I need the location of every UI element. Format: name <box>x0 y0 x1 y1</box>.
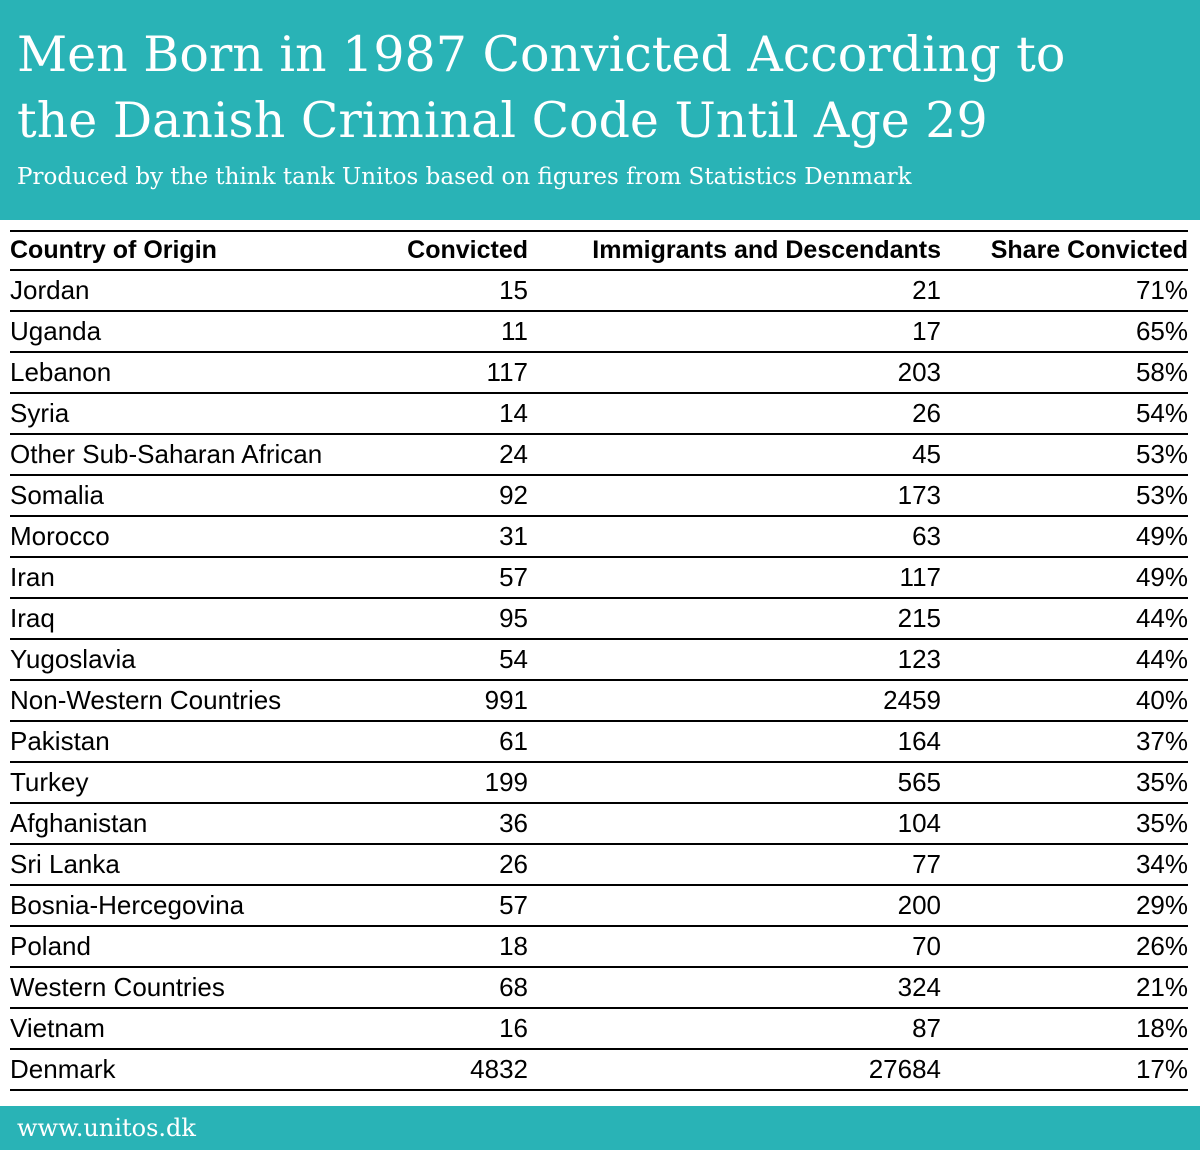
cell-share-convicted: 65% <box>941 311 1188 352</box>
cell-convicted: 11 <box>380 311 528 352</box>
table-row <box>10 270 1188 311</box>
cell-country-of-origin: Vietnam <box>10 1008 380 1049</box>
cell-share-convicted: 44% <box>941 639 1188 680</box>
table-row <box>10 967 1188 1008</box>
header-banner <box>0 0 1200 220</box>
cell-share-convicted: 58% <box>941 352 1188 393</box>
table-row <box>10 803 1188 844</box>
table-row <box>10 434 1188 475</box>
footer-banner <box>0 1106 1200 1150</box>
cell-immigrants-and-descendants: 27684 <box>528 1049 941 1090</box>
cell-share-convicted: 35% <box>941 803 1188 844</box>
cell-share-convicted: 44% <box>941 598 1188 639</box>
cell-share-convicted: 40% <box>941 680 1188 721</box>
cell-country-of-origin: Bosnia-Hercegovina <box>10 885 380 926</box>
cell-country-of-origin: Poland <box>10 926 380 967</box>
cell-immigrants-and-descendants: 17 <box>528 311 941 352</box>
cell-country-of-origin: Sri Lanka <box>10 844 380 885</box>
cell-convicted: 36 <box>380 803 528 844</box>
cell-convicted: 199 <box>380 762 528 803</box>
cell-immigrants-and-descendants: 77 <box>528 844 941 885</box>
table-container <box>0 220 1200 1106</box>
table-row <box>10 844 1188 885</box>
cell-share-convicted: 29% <box>941 885 1188 926</box>
cell-convicted: 14 <box>380 393 528 434</box>
table-row <box>10 680 1188 721</box>
cell-immigrants-and-descendants: 324 <box>528 967 941 1008</box>
cell-convicted: 991 <box>380 680 528 721</box>
column-header-convicted: Convicted <box>407 236 528 264</box>
cell-immigrants-and-descendants: 203 <box>528 352 941 393</box>
cell-convicted: 54 <box>380 639 528 680</box>
cell-immigrants-and-descendants: 87 <box>528 1008 941 1049</box>
table-row <box>10 598 1188 639</box>
cell-immigrants-and-descendants: 45 <box>528 434 941 475</box>
cell-immigrants-and-descendants: 200 <box>528 885 941 926</box>
cell-immigrants-and-descendants: 26 <box>528 393 941 434</box>
cell-country-of-origin: Non-Western Countries <box>10 680 380 721</box>
table-row <box>10 1008 1188 1049</box>
cell-convicted: 92 <box>380 475 528 516</box>
cell-share-convicted: 71% <box>941 270 1188 311</box>
cell-country-of-origin: Iran <box>10 557 380 598</box>
column-header-immigrants-and-descendants: Immigrants and Descendants <box>592 236 941 264</box>
footer-url: www.unitos.dk <box>17 1114 196 1142</box>
column-header-country-of-origin: Country of Origin <box>10 236 217 264</box>
page-subtitle: Produced by the think tank Unitos based on figures from Statistics Denmark <box>17 164 912 190</box>
cell-share-convicted: 54% <box>941 393 1188 434</box>
cell-country-of-origin: Western Countries <box>10 967 380 1008</box>
cell-convicted: 61 <box>380 721 528 762</box>
cell-share-convicted: 49% <box>941 557 1188 598</box>
cell-country-of-origin: Afghanistan <box>10 803 380 844</box>
cell-convicted: 26 <box>380 844 528 885</box>
cell-share-convicted: 53% <box>941 434 1188 475</box>
cell-country-of-origin: Syria <box>10 393 380 434</box>
cell-immigrants-and-descendants: 63 <box>528 516 941 557</box>
cell-convicted: 18 <box>380 926 528 967</box>
table-header-row <box>10 231 1188 270</box>
title-line-2: the Danish Criminal Code Until Age 29 <box>17 92 988 149</box>
cell-convicted: 57 <box>380 557 528 598</box>
table-row <box>10 393 1188 434</box>
cell-convicted: 24 <box>380 434 528 475</box>
table-row <box>10 557 1188 598</box>
page-title <box>17 22 1200 154</box>
table-row <box>10 926 1188 967</box>
cell-share-convicted: 21% <box>941 967 1188 1008</box>
cell-share-convicted: 18% <box>941 1008 1188 1049</box>
cell-share-convicted: 37% <box>941 721 1188 762</box>
cell-country-of-origin: Denmark <box>10 1049 380 1090</box>
cell-country-of-origin: Uganda <box>10 311 380 352</box>
cell-country-of-origin: Morocco <box>10 516 380 557</box>
cell-immigrants-and-descendants: 117 <box>528 557 941 598</box>
table-row <box>10 516 1188 557</box>
cell-immigrants-and-descendants: 215 <box>528 598 941 639</box>
cell-immigrants-and-descendants: 565 <box>528 762 941 803</box>
table-row <box>10 311 1188 352</box>
cell-immigrants-and-descendants: 70 <box>528 926 941 967</box>
cell-immigrants-and-descendants: 21 <box>528 270 941 311</box>
cell-share-convicted: 34% <box>941 844 1188 885</box>
title-line-1: Men Born in 1987 Convicted According to <box>17 26 1066 83</box>
cell-convicted: 117 <box>380 352 528 393</box>
cell-share-convicted: 53% <box>941 475 1188 516</box>
cell-country-of-origin: Yugoslavia <box>10 639 380 680</box>
table-row <box>10 475 1188 516</box>
cell-country-of-origin: Lebanon <box>10 352 380 393</box>
cell-immigrants-and-descendants: 164 <box>528 721 941 762</box>
cell-country-of-origin: Other Sub-Saharan African <box>10 434 380 475</box>
cell-convicted: 57 <box>380 885 528 926</box>
cell-convicted: 16 <box>380 1008 528 1049</box>
cell-country-of-origin: Pakistan <box>10 721 380 762</box>
cell-share-convicted: 17% <box>941 1049 1188 1090</box>
table-row <box>10 762 1188 803</box>
cell-convicted: 95 <box>380 598 528 639</box>
cell-immigrants-and-descendants: 104 <box>528 803 941 844</box>
table-body <box>10 270 1188 1090</box>
cell-convicted: 4832 <box>380 1049 528 1090</box>
cell-country-of-origin: Somalia <box>10 475 380 516</box>
table-row <box>10 885 1188 926</box>
table-row <box>10 721 1188 762</box>
table-header <box>10 231 1188 270</box>
column-header-share-convicted: Share Convicted <box>990 236 1188 264</box>
cell-country-of-origin: Turkey <box>10 762 380 803</box>
cell-share-convicted: 26% <box>941 926 1188 967</box>
cell-immigrants-and-descendants: 2459 <box>528 680 941 721</box>
table-row <box>10 1049 1188 1090</box>
cell-immigrants-and-descendants: 123 <box>528 639 941 680</box>
cell-country-of-origin: Jordan <box>10 270 380 311</box>
table-row <box>10 352 1188 393</box>
cell-immigrants-and-descendants: 173 <box>528 475 941 516</box>
convictions-table <box>10 230 1188 1091</box>
cell-convicted: 68 <box>380 967 528 1008</box>
cell-convicted: 15 <box>380 270 528 311</box>
cell-share-convicted: 35% <box>941 762 1188 803</box>
cell-country-of-origin: Iraq <box>10 598 380 639</box>
table-row <box>10 639 1188 680</box>
cell-share-convicted: 49% <box>941 516 1188 557</box>
cell-convicted: 31 <box>380 516 528 557</box>
